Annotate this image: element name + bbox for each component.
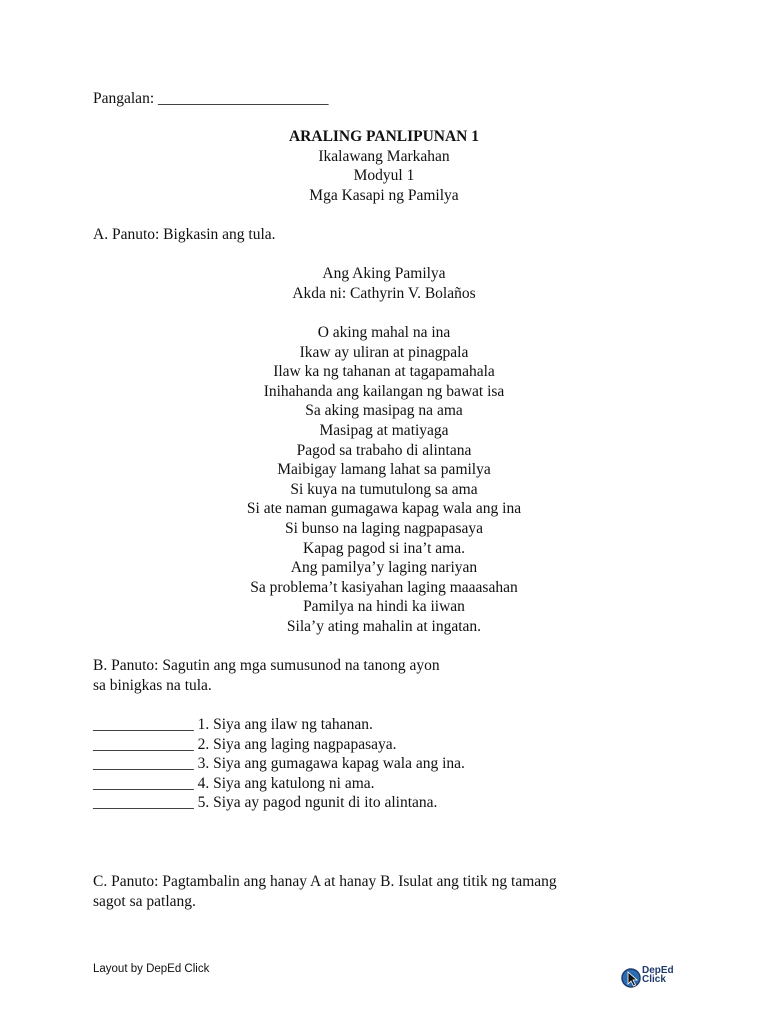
poem-line: Pagod sa trabaho di alintana bbox=[296, 441, 472, 459]
section-c-instruction-line1: C. Panuto: Pagtambalin ang hanay A at hanay B. Isulat ang titik ng tamang bbox=[93, 873, 557, 890]
poem-line: Ilaw ka ng tahanan at tagapamahala bbox=[273, 363, 495, 381]
logo-text-top: DepEd bbox=[642, 965, 674, 976]
poem-line: Si bunso na laging nagpapasaya bbox=[284, 520, 483, 537]
question-item: _____________ 1. Siya ang ilaw ng tahanan. bbox=[93, 716, 373, 733]
poem-line: Masipag at matiyaga bbox=[319, 422, 449, 439]
poem-line: Pamilya na hindi ka iiwan bbox=[303, 598, 465, 616]
poem-line: Si kuya na tumutulong sa ama bbox=[290, 480, 478, 498]
module-label: Modyul 1 bbox=[353, 167, 415, 184]
cursor-logo-icon bbox=[620, 966, 644, 990]
section-a-instruction: A. Panuto: Bigkasin ang tula. bbox=[93, 226, 276, 243]
poem-line: Kapag pagod si ina’t ama. bbox=[303, 539, 465, 557]
poem-line: O aking mahal na ina bbox=[317, 324, 451, 341]
section-b-instruction-line1: B. Panuto: Sagutin ang mga sumusunod na tanong ayon bbox=[93, 657, 440, 674]
poem-line: Sa problema’t kasiyahan laging maaasahan bbox=[250, 578, 518, 596]
logo-text-bottom: Click bbox=[642, 974, 666, 985]
poem-line: Inihahanda ang kailangan ng bawat isa bbox=[263, 382, 505, 400]
poem-line: Sa aking masipag na ama bbox=[305, 402, 463, 420]
section-c-instruction-line2: sagot sa patlang. bbox=[93, 893, 196, 910]
poem-title: Ang Aking Pamilya bbox=[322, 265, 446, 282]
deped-click-logo bbox=[620, 966, 692, 990]
question-item: _____________ 2. Siya ang laging nagpapasaya. bbox=[93, 735, 397, 753]
question-item: _____________ 5. Siya ay pagod ngunit di ito alintana. bbox=[93, 794, 438, 812]
topic-label: Mga Kasapi ng Pamilya bbox=[309, 187, 459, 204]
poem-line: Ikaw ay uliran at pinagpala bbox=[299, 343, 469, 361]
poem-author: Akda ni: Cathyrin V. Bolaños bbox=[292, 285, 476, 302]
poem-line: Sila’y ating mahalin at ingatan. bbox=[286, 618, 482, 635]
question-item: _____________ 3. Siya ang gumagawa kapag wala ang ina. bbox=[93, 755, 465, 773]
subject-title: ARALING PANLIPUNAN 1 bbox=[288, 128, 480, 145]
section-b-instruction-line2: sa binigkas na tula. bbox=[93, 677, 212, 694]
question-item: _____________ 4. Siya ang katulong ni ama. bbox=[93, 774, 375, 792]
layout-credit: Layout by DepEd Click bbox=[93, 963, 210, 975]
poem-line: Maibigay lamang lahat sa pamilya bbox=[277, 461, 491, 479]
name-field-line: Pangalan: ______________________ bbox=[93, 90, 329, 107]
poem-line: Ang pamilya’y laging nariyan bbox=[290, 559, 478, 577]
quarter-label: Ikalawang Markahan bbox=[318, 148, 450, 165]
poem-line: Si ate naman gumagawa kapag wala ang ina bbox=[246, 500, 522, 518]
